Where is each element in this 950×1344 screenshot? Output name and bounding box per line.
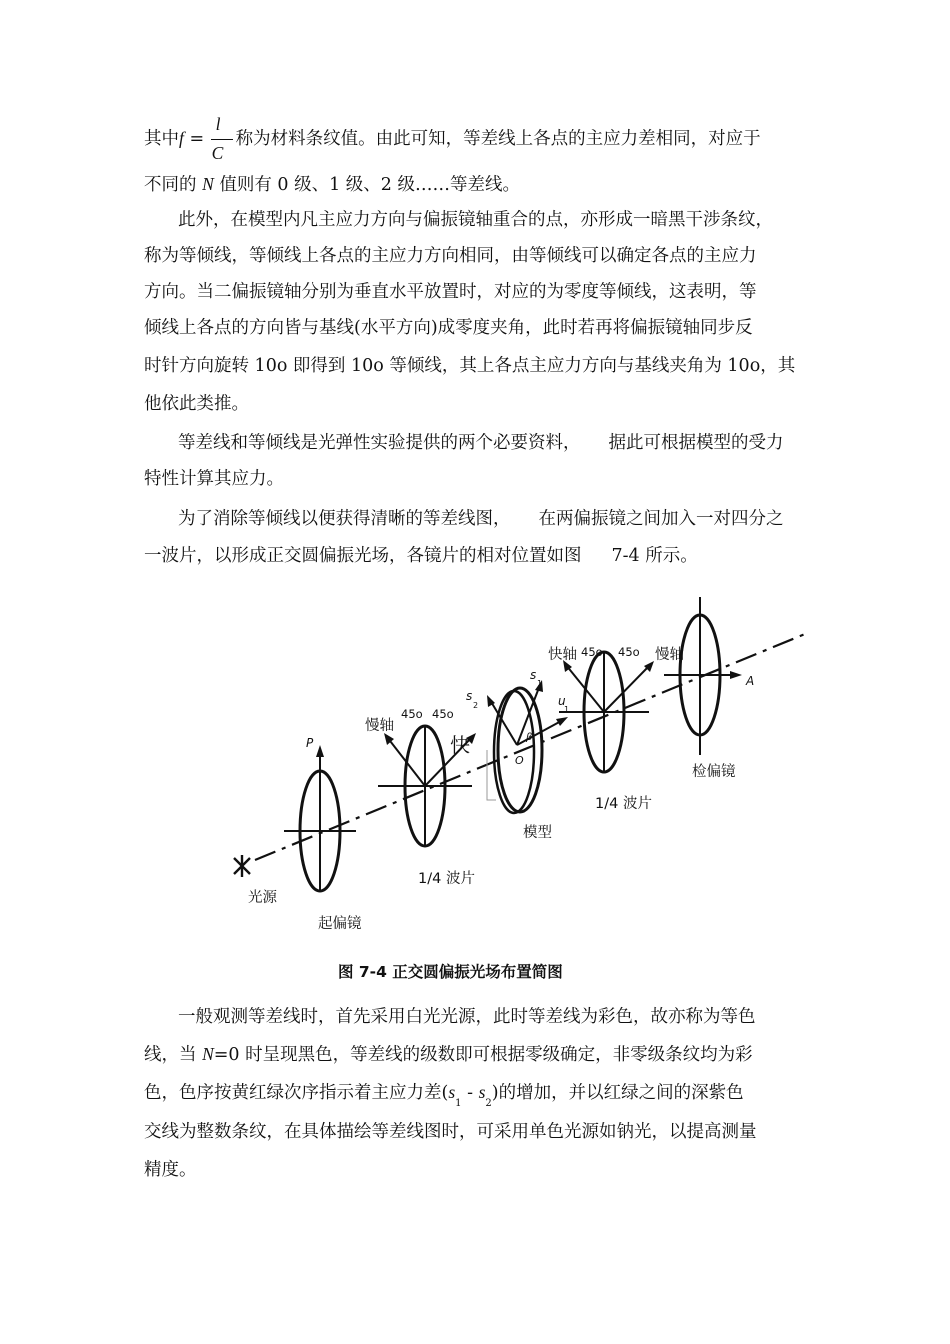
paragraph-2-line-5: 时针方向旋转 10o 即得到 10o 等倾线，其上各点主应力方向与基线夹角为 10o，其 bbox=[144, 356, 796, 376]
model-element bbox=[487, 680, 568, 813]
symbol-s2: s bbox=[478, 1082, 486, 1102]
label-analyzer: 检偏镜 bbox=[692, 764, 736, 780]
label-u1-sub: 1 bbox=[564, 705, 570, 714]
label-s2: s bbox=[466, 689, 473, 703]
label-slow-axis-2: 慢轴 bbox=[655, 647, 684, 663]
label-angle-d: 45o bbox=[618, 645, 640, 659]
analyzer-element bbox=[664, 597, 742, 755]
symbol-n: N bbox=[202, 1044, 214, 1064]
text: 为了消除等倾线以便获得清晰的等差线图， bbox=[178, 509, 511, 529]
text: 据此可根据模型的受力 bbox=[608, 433, 784, 453]
text: 值则有 0 级、1 级、2 级……等差线。 bbox=[213, 175, 520, 195]
text: 不同的 bbox=[144, 175, 203, 195]
label-origin: O bbox=[515, 754, 524, 767]
figure-caption: 图 7-4 正交圆偏振光场布置简图 bbox=[338, 963, 563, 981]
label-s1: s bbox=[530, 668, 537, 682]
symbol-n: N bbox=[202, 174, 214, 194]
label-s2-sub: 2 bbox=[473, 701, 479, 710]
text: =0 时呈现黑色，等差线的级数即可根据零级确定，非零级条纹均为彩 bbox=[213, 1045, 753, 1065]
paragraph-2-line-6: 他依此类推。 bbox=[144, 394, 249, 414]
fraction-numerator: l bbox=[215, 113, 221, 134]
subscript: 1 bbox=[455, 1098, 462, 1109]
label-u1: u bbox=[558, 694, 566, 708]
paragraph-5-line-2 bbox=[144, 1042, 753, 1067]
paragraph-3-line-2: 特性计算其应力。 bbox=[144, 469, 284, 489]
text: 称为材料条纹值。由此可知，等差线上各点的主应力差相同，对应于 bbox=[235, 129, 761, 149]
label-angle-b: 45o bbox=[432, 707, 454, 721]
paragraph-2-line-4: 倾线上各点的方向皆与基线(水平方向)成零度夹角，此时若再将偏振镜轴同步反 bbox=[144, 318, 753, 338]
paragraph-5-line-3 bbox=[144, 1080, 744, 1108]
text: )的增加，并以红绿之间的深紫色 bbox=[491, 1083, 744, 1103]
paragraph-2-line-3: 方向。当二偏振镜轴分别为垂直水平放置时，对应的为零度等倾线，这表明，等 bbox=[144, 282, 757, 302]
light-source-icon bbox=[234, 855, 250, 877]
paragraph-2-line-2: 称为等倾线，等倾线上各点的主应力方向相同，由等倾线可以确定各点的主应力 bbox=[144, 246, 757, 266]
label-angle-a: 45o bbox=[401, 707, 423, 721]
polarizer-element bbox=[284, 745, 356, 891]
fraction-denominator: C bbox=[211, 142, 224, 163]
minus: - bbox=[461, 1083, 479, 1103]
paragraph-5-line-4: 交线为整数条纹，在具体描绘等差线图时，可采用单色光源如钠光，以提高测量 bbox=[144, 1122, 757, 1142]
text: 7-4 所示。 bbox=[611, 546, 698, 566]
label-fast-axis-1: 快 bbox=[450, 733, 470, 757]
text: 等差线和等倾线是光弹性实验提供的两个必要资料， bbox=[178, 433, 581, 453]
paragraph-5-line-1: 一般观测等差线时，首先采用白光光源，此时等差线为彩色，故亦称为等色 bbox=[178, 1007, 756, 1027]
text: 线，当 bbox=[144, 1045, 203, 1065]
equals-sign: = bbox=[183, 129, 210, 149]
quarter-wave-plate-2 bbox=[559, 652, 654, 772]
text: 色，色序按黄红绿次序指示着主应力差( bbox=[144, 1083, 449, 1103]
label-fast-axis-2: 快轴 bbox=[548, 647, 577, 663]
text: 在两偏振镜之间加入一对四分之 bbox=[538, 509, 784, 529]
label-model: 模型 bbox=[523, 825, 552, 841]
text: 一波片，以形成正交圆偏振光场，各镜片的相对位置如图 bbox=[144, 546, 582, 566]
paragraph-5-line-5: 精度。 bbox=[144, 1160, 197, 1180]
label-polarizer: 起偏镜 bbox=[318, 916, 362, 932]
label-slow-axis-1: 慢轴 bbox=[365, 718, 394, 734]
label-angle-c: 45o bbox=[581, 645, 603, 659]
label-light-source: 光源 bbox=[248, 890, 277, 906]
text: 其中 bbox=[144, 129, 179, 149]
symbol-s1: s bbox=[448, 1082, 456, 1102]
label-quarter-wave-1: 1/4 波片 bbox=[418, 871, 475, 887]
label-beta: β bbox=[526, 732, 533, 743]
label-a-axis: A bbox=[746, 674, 755, 688]
label-p-axis: P bbox=[306, 736, 314, 750]
label-s1-sub: 1 bbox=[537, 679, 543, 688]
label-quarter-wave-2: 1/4 波片 bbox=[595, 796, 652, 812]
subscript: 2 bbox=[485, 1098, 492, 1109]
paragraph-2-line-1: 此外，在模型内凡主应力方向与偏振镜轴重合的点，亦形成一暗黑干涉条纹， bbox=[178, 210, 773, 230]
symbol-f: f bbox=[179, 128, 184, 148]
